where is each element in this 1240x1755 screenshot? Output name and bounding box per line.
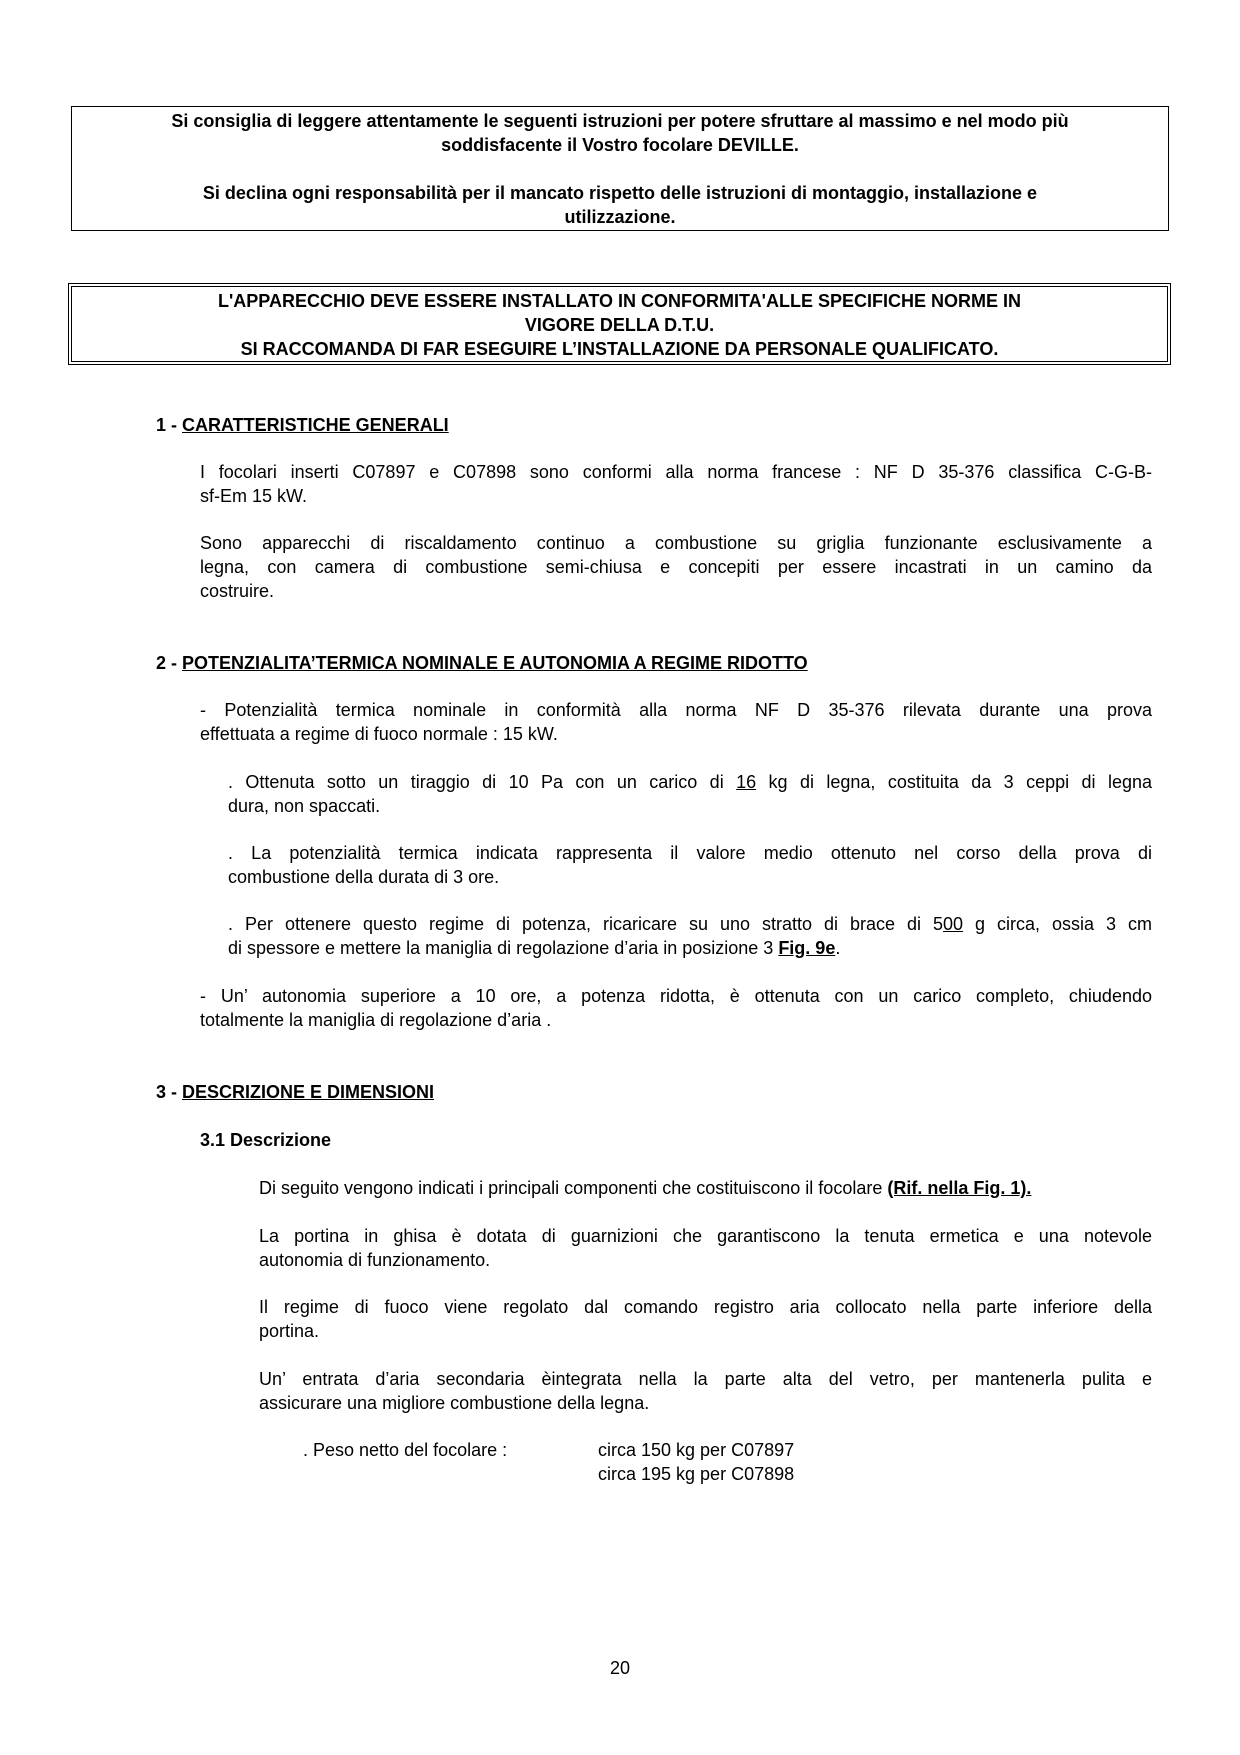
notice-line: Si consiglia di leggere attentamente le seguenti istruzioni per potere sfruttare al massimo e nel modo più (171, 111, 1069, 131)
section-title: POTENZIALITA’TERMICA NOMINALE E AUTONOMIA A REGIME RIDOTTO (182, 653, 808, 673)
section-3-paragraph-1 (259, 1176, 1152, 1200)
weight-label: . Peso netto del focolare : (303, 1440, 508, 1460)
text-line: autonomia di funzionamento. (259, 1250, 491, 1270)
text-line: sf-Em 15 kW. (200, 486, 308, 506)
section-2-bullet-3 (228, 912, 1152, 960)
text-line (259, 1176, 1152, 1200)
section-number: 1 - (156, 415, 183, 435)
text-line: totalmente la maniglia di regolazione d’aria . (200, 1010, 552, 1030)
text-line: effettuata a regime di fuoco normale : 15 kW. (200, 724, 558, 744)
text-fragment: g circa, ossia 3 cm (963, 914, 1152, 934)
text-line (228, 912, 1152, 936)
text-line: assicurare una migliore combustione della legna. (259, 1393, 650, 1413)
text-line: Il regime di fuoco viene regolato dal comando registro aria collocato nella parte inferiore della (259, 1297, 1152, 1317)
text-line: combustione della durata di 3 ore. (228, 867, 500, 887)
figure-reference: Fig. 9e (778, 938, 836, 958)
section-1-heading (156, 413, 449, 437)
text-fragment: Di seguito vengono indicati i principali componenti che costituiscono il focolare (259, 1178, 888, 1198)
notice-line: utilizzazione. (564, 207, 676, 227)
text-fragment: . Ottenuta sotto un tiraggio di 10 Pa con un carico di (228, 772, 737, 792)
text-fragment: kg di legna, costituita da 3 ceppi di legna (756, 772, 1152, 792)
text-line: . La potenzialità termica indicata rappresenta il valore medio ottenuto nel corso della prova di (228, 843, 1152, 863)
section-title: DESCRIZIONE E DIMENSIONI (182, 1082, 435, 1102)
section-2-paragraph-1 (200, 698, 1152, 746)
section-number: 2 - (156, 653, 183, 673)
section-2-bullet-1 (228, 770, 1152, 818)
subsection-3-1-heading: 3.1 Descrizione (200, 1130, 332, 1150)
text-line: dura, non spaccati. (228, 796, 381, 816)
text-line: legna, con camera di combustione semi-chiusa e concepiti per essere incastrati in un camino da (200, 557, 1152, 577)
page-number: 20 (609, 1658, 631, 1678)
section-1-paragraph-2 (200, 531, 1152, 603)
section-2-heading (156, 651, 808, 675)
weight-value: circa 195 kg per C07898 (598, 1464, 795, 1484)
weight-values (598, 1438, 794, 1486)
section-3-paragraph-3 (259, 1295, 1152, 1343)
warning-box (68, 283, 1171, 365)
warning-line: VIGORE DELLA D.T.U. (524, 315, 715, 335)
text-fragment: . Per ottenere questo regime di potenza, ricaricare su uno stratto di brace di 5 (228, 914, 944, 934)
notice-box (71, 106, 1169, 231)
weight-value: circa 150 kg per C07897 (598, 1440, 795, 1460)
text-line (228, 936, 1152, 960)
text-line (228, 770, 1152, 794)
notice-line: Si declina ogni responsabilità per il mancato rispetto delle istruzioni di montaggio, installazione e (202, 183, 1038, 203)
text-line: I focolari inserti C07897 e C07898 sono conformi alla norma francese : NF D 35-376 classifica C-G-B- (200, 462, 1152, 482)
section-3-heading (156, 1080, 434, 1104)
text-line: Un’ entrata d’aria secondaria èintegrata nella la parte alta del vetro, per mantenerla pulita e (259, 1369, 1152, 1389)
warning-line: SI RACCOMANDA DI FAR ESEGUIRE L’INSTALLAZIONE DA PERSONALE QUALIFICATO. (240, 339, 999, 359)
section-2-bullet-2 (228, 841, 1152, 889)
section-3-paragraph-2 (259, 1224, 1152, 1272)
text-line: costruire. (200, 581, 275, 601)
section-1-paragraph-1 (200, 460, 1152, 508)
text-line: - Potenzialità termica nominale in conformità alla norma NF D 35-376 rilevata durante una prova (200, 700, 1152, 720)
text-fragment: di spessore e mettere la maniglia di regolazione d’aria in posizione 3 (228, 938, 779, 958)
figure-reference: (Rif. nella Fig. 1). (887, 1178, 1032, 1198)
section-number: 3 - (156, 1082, 183, 1102)
warning-line: L'APPARECCHIO DEVE ESSERE INSTALLATO IN CONFORMITA'ALLE SPECIFICHE NORME IN (218, 291, 1021, 311)
underlined-value: 00 (943, 914, 964, 934)
notice-line: soddisfacente il Vostro focolare DEVILLE. (441, 135, 799, 155)
text-line: portina. (259, 1321, 320, 1341)
section-2-paragraph-2 (200, 984, 1152, 1032)
section-3-paragraph-4 (259, 1367, 1152, 1415)
text-fragment: . (835, 938, 841, 958)
text-line: Sono apparecchi di riscaldamento continuo a combustione su griglia funzionante esclusivamente a (200, 533, 1152, 553)
underlined-value: 16 (736, 772, 757, 792)
text-line: - Un’ autonomia superiore a 10 ore, a potenza ridotta, è ottenuta con un carico completo, chiudendo (200, 986, 1152, 1006)
section-title: CARATTERISTICHE GENERALI (182, 415, 449, 435)
text-line: La portina in ghisa è dotata di guarnizioni che garantiscono la tenuta ermetica e una notevole (259, 1226, 1152, 1246)
